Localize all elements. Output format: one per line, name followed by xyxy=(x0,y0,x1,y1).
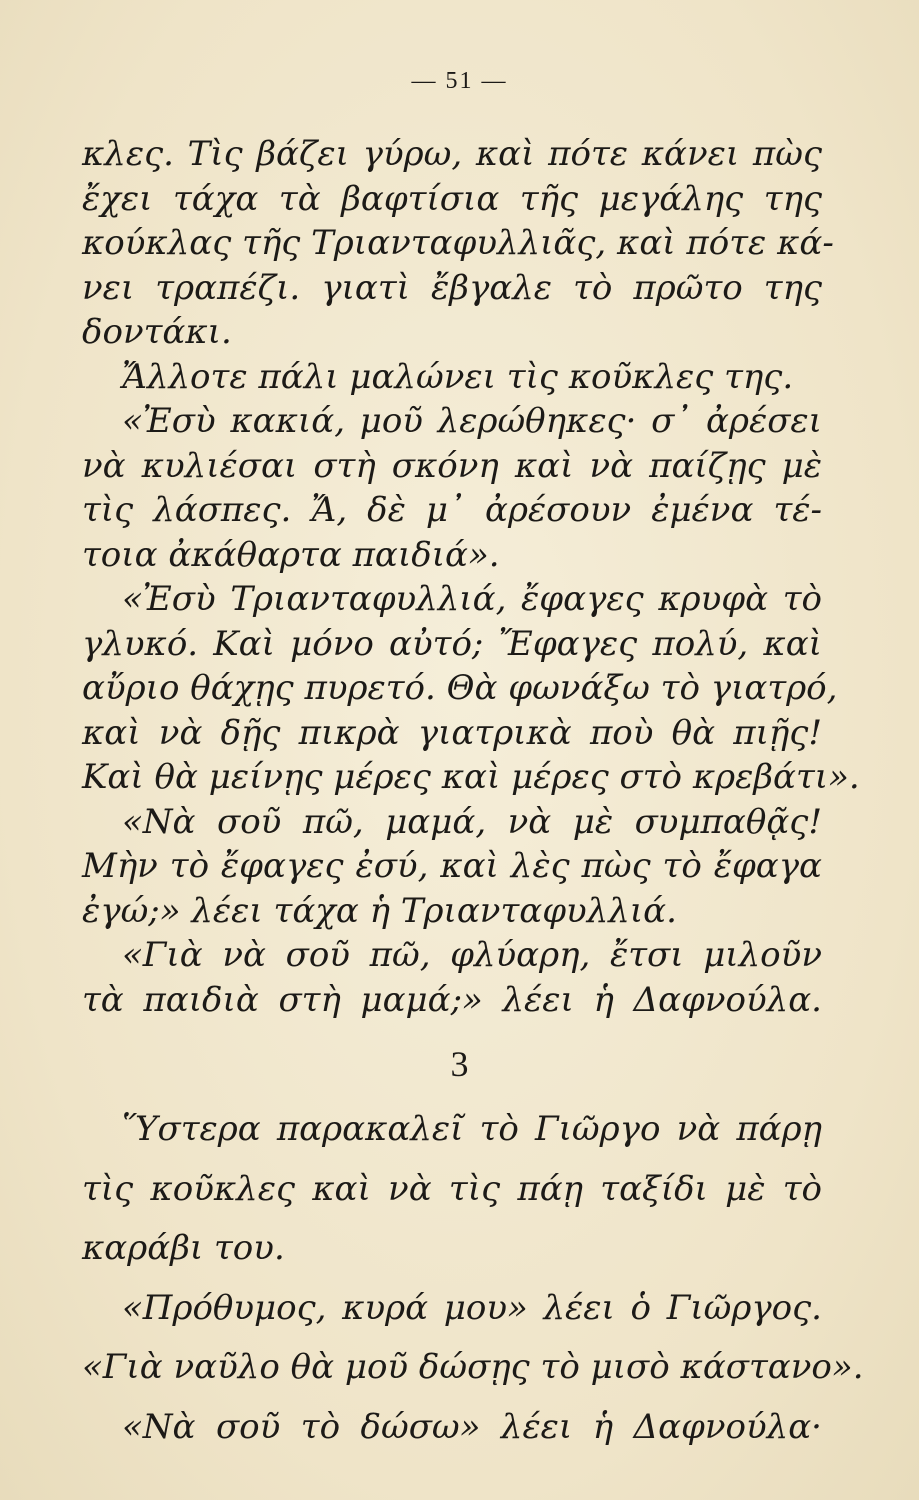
text-line: Μὴν τὸ ἔφαγες ἐσύ, καὶ λὲς πὼς τὸ ἔφαγα xyxy=(82,846,822,886)
text-line: «Πρόθυμος, κυρά μου» λέει ὁ Γιῶργος. xyxy=(122,1287,822,1328)
text-line: Καὶ θὰ μείνῃς μέρες καὶ μέρες στὸ κρεβάτι». xyxy=(82,757,860,797)
text-line: «Γιὰ ναῦλο θὰ μοῦ δώσῃς τὸ μισὸ κάστανο». xyxy=(82,1347,864,1387)
text-line: «Γιὰ νὰ σοῦ πῶ, φλύαρη, ἔτσι μιλοῦν xyxy=(122,935,822,975)
text-line: δοντάκι. xyxy=(82,312,232,352)
text-line: «Νὰ σοῦ τὸ δώσω» λέει ἡ Δαφνούλα· xyxy=(122,1406,822,1447)
text-line: «Ἐσὺ κακιά, μοῦ λερώθηκες· σ᾽ ἀρέσει xyxy=(122,401,822,441)
section-number: 3 xyxy=(450,1044,469,1084)
text-line: γλυκό. Καὶ μόνο αὐτό; Ἔφαγες πολύ, καὶ xyxy=(82,623,822,664)
text-line: κλες. Τὶς βάζει γύρω, καὶ πότε κάνει πὼς xyxy=(82,134,822,174)
text-line: ἐγώ;» λέει τάχα ἡ Τριανταφυλλιά. xyxy=(82,890,677,931)
text-line: κούκλας τῆς Τριανταφυλλιᾶς, καὶ πότε κά- xyxy=(82,223,834,263)
text-line: τὶς κοῦκλες καὶ νὰ τὶς πάῃ ταξίδι μὲ τὸ xyxy=(82,1168,822,1209)
page-number: — 51 — xyxy=(411,68,508,94)
text-line: ἔχει τάχα τὰ βαφτίσια τῆς μεγάλης της xyxy=(82,178,822,219)
text-line: Ἄλλοτε πάλι μαλώνει τὶς κοῦκλες της. xyxy=(122,356,794,397)
text-line: τὶς λάσπες. Ἄ, δὲ μ᾽ ἀρέσουν ἐμένα τέ- xyxy=(82,490,822,530)
text-line: Ὕστερα παρακαλεῖ τὸ Γιῶργο νὰ πάρῃ xyxy=(122,1109,822,1149)
text-line: τὰ παιδιὰ στὴ μαμά;» λέει ἡ Δαφνούλα. xyxy=(82,979,822,1020)
text-line: «Ἐσὺ Τριανταφυλλιά, ἔφαγες κρυφὰ τὸ xyxy=(122,579,822,619)
text-line: καράβι του. xyxy=(82,1228,285,1268)
text-line: τοια ἀκάθαρτα παιδιά». xyxy=(82,534,500,575)
text-line: νὰ κυλιέσαι στὴ σκόνη καὶ νὰ παίζῃς μὲ xyxy=(82,445,822,486)
text-line: «Νὰ σοῦ πῶ, μαμά, νὰ μὲ συμπαθᾷς! xyxy=(122,801,822,842)
text-line: καὶ νὰ δῇς πικρὰ γιατρικὰ ποὺ θὰ πιῇς! xyxy=(82,712,822,753)
text-line: νει τραπέζι. γιατὶ ἔβγαλε τὸ πρῶτο της xyxy=(82,267,822,308)
text-line: αὔριο θάχῃς πυρετό. Θὰ φωνάξω τὸ γιατρό, xyxy=(82,668,838,708)
